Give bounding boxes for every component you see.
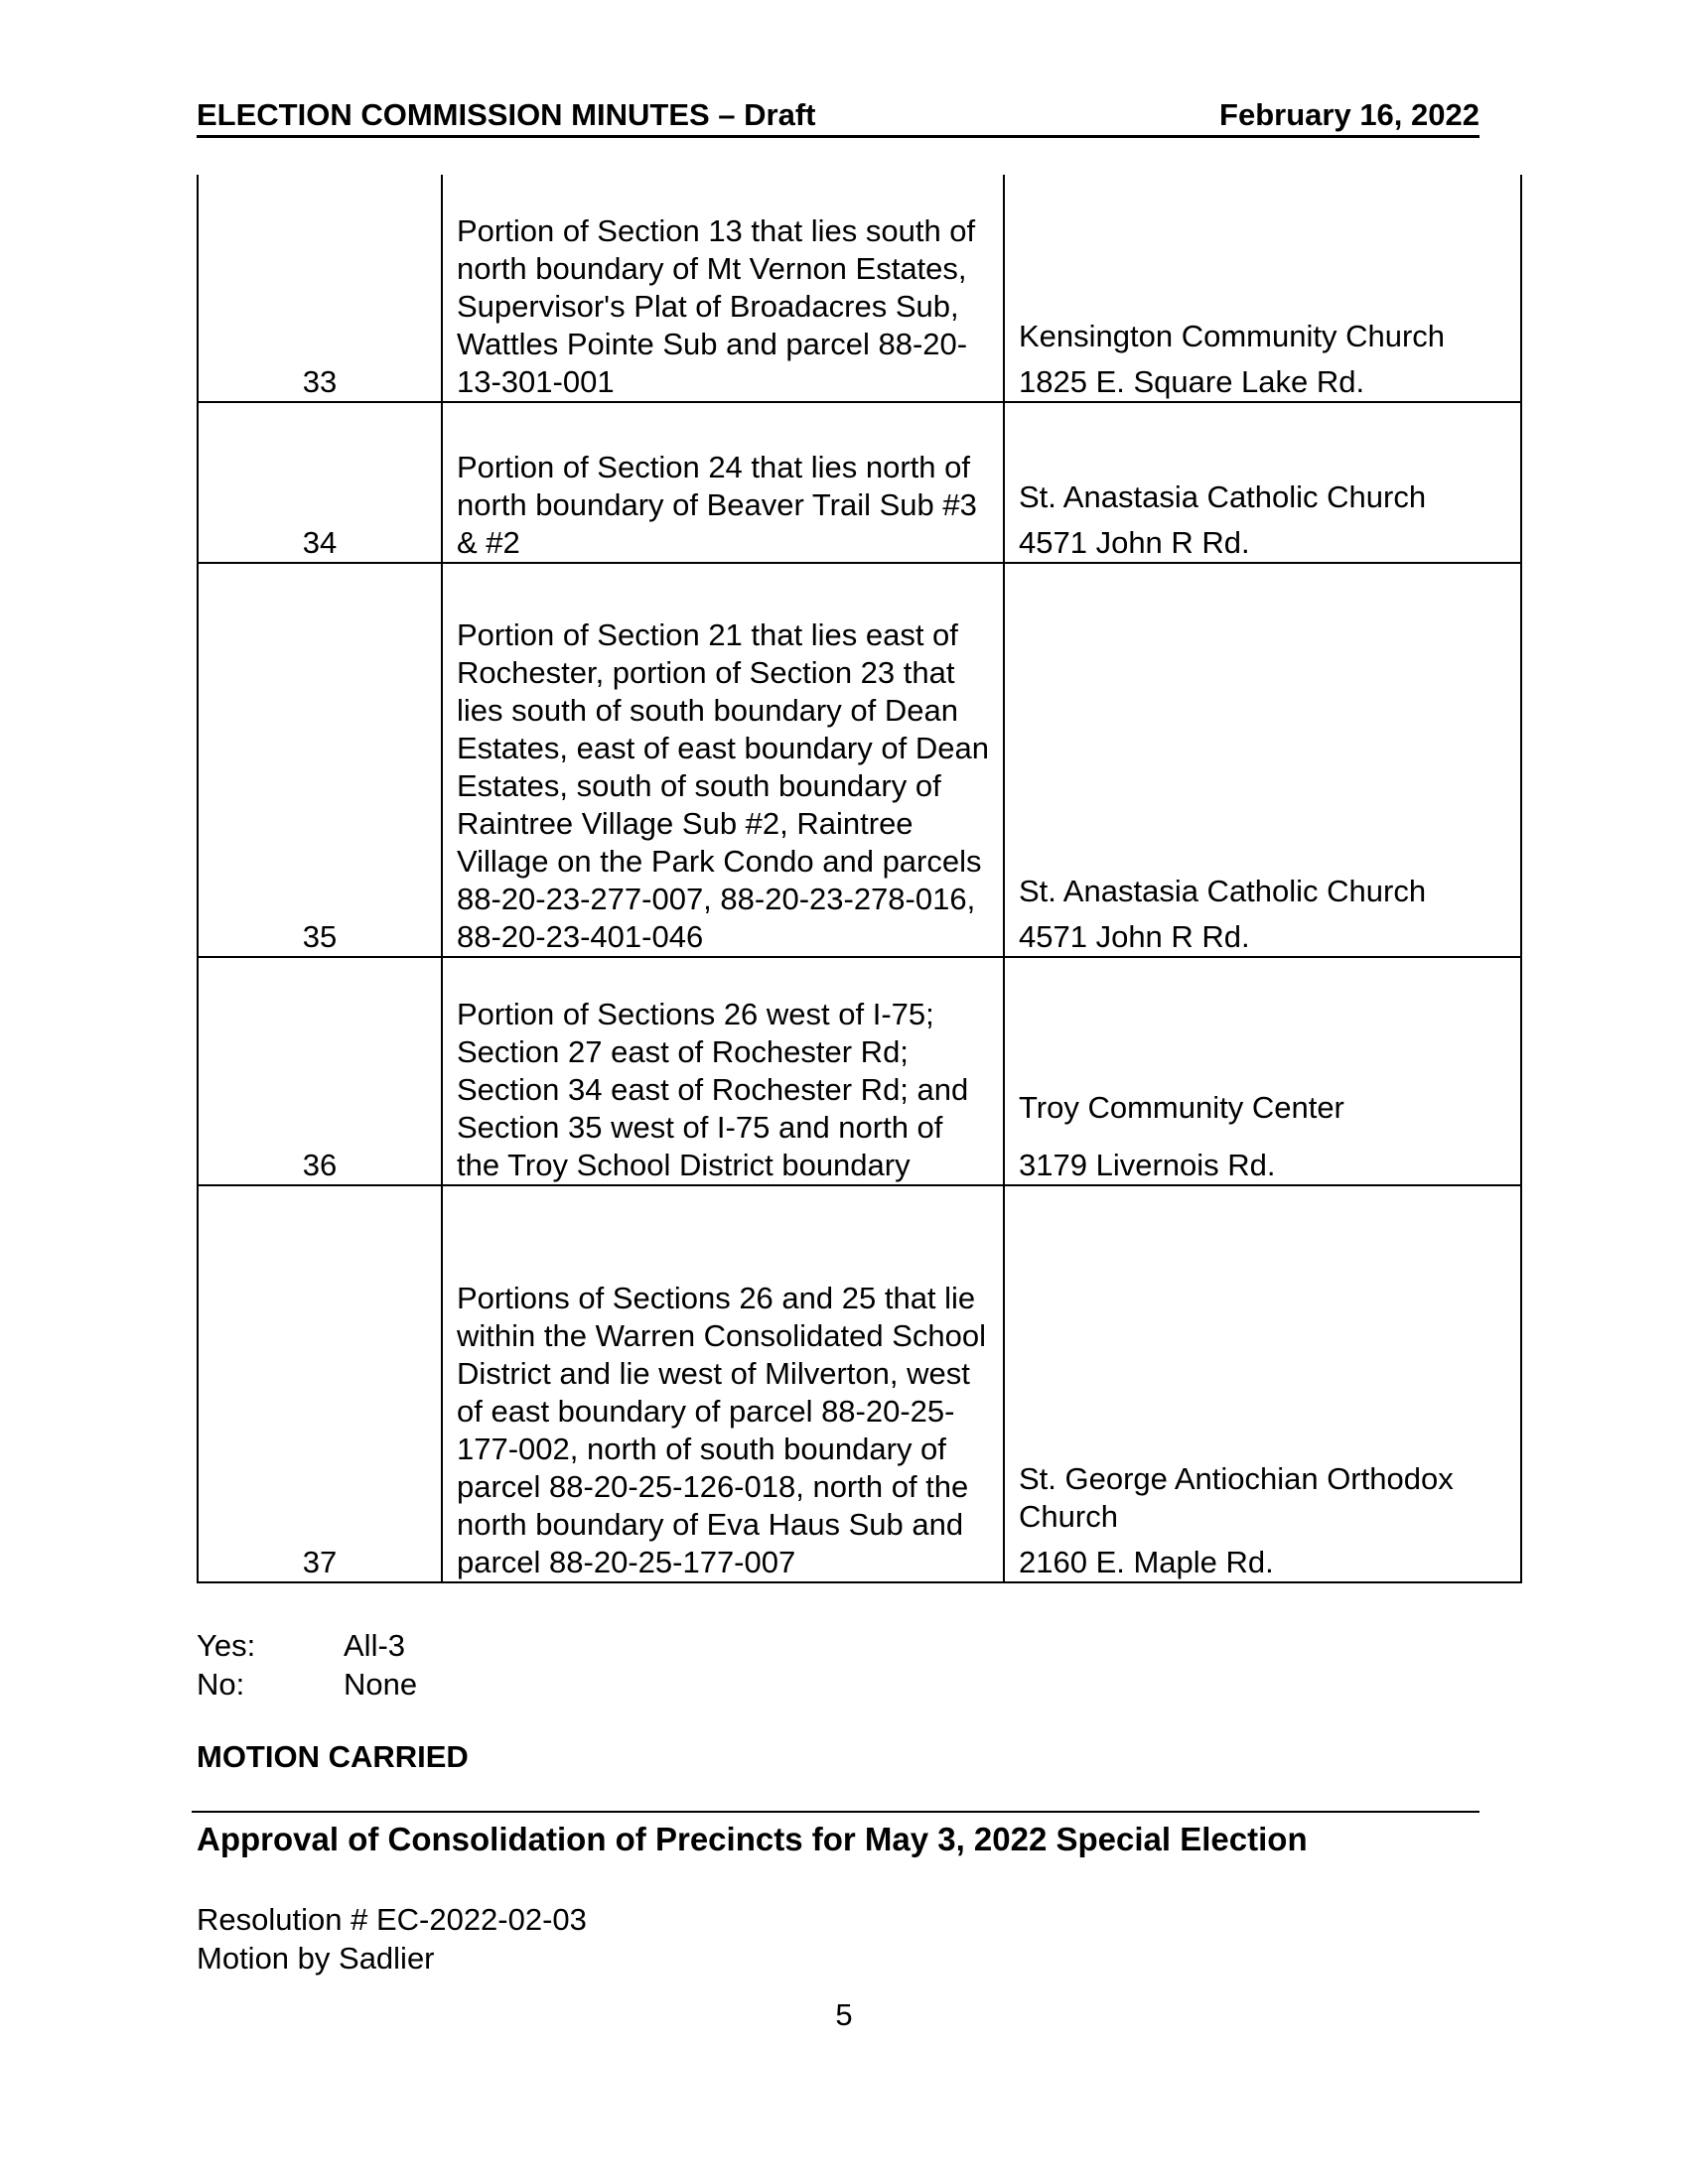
precinct-description: Portion of Section 24 that lies north of north boundary of Beaver Trail Sub #3 & #2	[442, 402, 1004, 563]
vote-yes-value: All-3	[344, 1628, 406, 1663]
vote-no	[197, 1665, 417, 1704]
polling-location	[1004, 402, 1521, 563]
polling-location	[1004, 957, 1521, 1185]
motion-result: MOTION CARRIED	[197, 1739, 469, 1774]
location-name: St. Anastasia Catholic Church	[1019, 874, 1427, 908]
document-title: ELECTION COMMISSION MINUTES – Draft	[197, 97, 816, 132]
table-row	[198, 175, 1521, 402]
precinct-number: 37	[198, 1185, 442, 1582]
polling-location	[1004, 175, 1521, 402]
precinct-description: Portion of Section 13 that lies south of north boundary of Mt Vernon Estates, Supervisor's Plat of Broadacres Sub, Wattles Pointe Sub and parcel 88-20-13-301-001	[442, 175, 1004, 402]
precinct-number: 34	[198, 402, 442, 563]
resolution-number: Resolution # EC-2022-02-03	[197, 1902, 587, 1937]
precinct-description: Portions of Sections 26 and 25 that lie within the Warren Consolidated School District and lie west of Milverton, west of east boundary of parcel 88-20-25-177-002, north of south boundary of parcel 88-20-25-126-018, north of the north boundary of Eva Haus Sub and parcel 88-20-25-177-007	[442, 1185, 1004, 1582]
table-row	[198, 957, 1521, 1185]
polling-location	[1004, 563, 1521, 957]
vote-no-value: None	[344, 1667, 418, 1702]
section-heading: Approval of Consolidation of Precincts for May 3, 2022 Special Election	[197, 1821, 1308, 1857]
page-header	[197, 95, 1479, 138]
table-row	[198, 402, 1521, 563]
location-name: Kensington Community Church	[1019, 319, 1446, 353]
location-address: 2160 E. Maple Rd.	[1019, 1545, 1274, 1579]
location-name: St. Anastasia Catholic Church	[1019, 479, 1427, 514]
polling-location	[1004, 1185, 1521, 1582]
location-name: St. George Antiochian Orthodox Church	[1019, 1461, 1454, 1534]
location-name: Troy Community Center	[1019, 1090, 1344, 1125]
document-date: February 16, 2022	[1219, 97, 1479, 132]
section-divider	[192, 1811, 1479, 1813]
precinct-number: 36	[198, 957, 442, 1185]
vote-results	[197, 1626, 417, 1704]
location-address: 3179 Livernois Rd.	[1019, 1148, 1276, 1182]
vote-yes-label: Yes:	[197, 1628, 256, 1663]
precinct-description: Portion of Section 21 that lies east of Rochester, portion of Section 23 that lies south of south boundary of Dean Estates, east of east boundary of Dean Estates, south of south boundary of Raintree Village Sub #2, Raintree Village on the Park Condo and parcels 88-20-23-277-007, 88-20-23-278-016, 88-20-23-401-046	[442, 563, 1004, 957]
page-number: 5	[835, 1997, 853, 2032]
precinct-number: 33	[198, 175, 442, 402]
location-address: 4571 John R Rd.	[1019, 525, 1250, 560]
resolution-block	[197, 1900, 587, 1978]
location-address: 1825 E. Square Lake Rd.	[1019, 364, 1365, 399]
location-address: 4571 John R Rd.	[1019, 919, 1250, 954]
precinct-description: Portion of Sections 26 west of I-75; Section 27 east of Rochester Rd; Section 34 east of Rochester Rd; and Section 35 west of I-75 and north of the Troy School District boundary	[442, 957, 1004, 1185]
table-row	[198, 1185, 1521, 1582]
table-row	[198, 563, 1521, 957]
precinct-number: 35	[198, 563, 442, 957]
vote-yes	[197, 1626, 417, 1665]
vote-no-label: No:	[197, 1667, 245, 1702]
motion-by: Motion by Sadlier	[197, 1941, 435, 1976]
precincts-table	[197, 175, 1522, 1583]
